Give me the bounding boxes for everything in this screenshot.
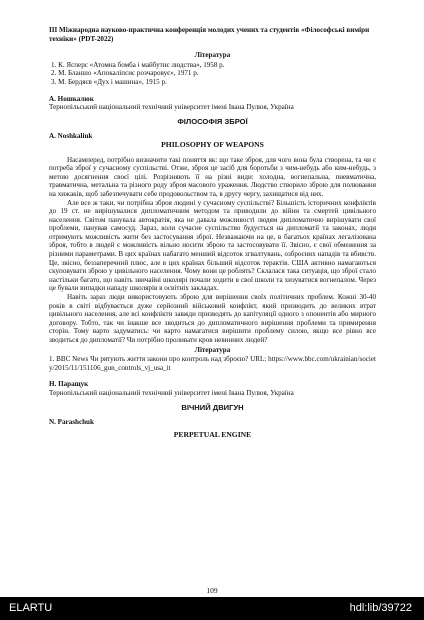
article-title-en: PERPETUAL ENGINE <box>173 429 252 439</box>
body-paragraph: Але все ж таки, чи потрібна зброя людині у сучасному суспільстві? Більшість історичних конфліктів до 19 ст. не вирішувалися дипломатичним методом та приводили до війни та смертей цивільного населення. Світом панувала автократія, яка не давала можливості людям дипломатично вирішувати свої проблеми, панував самосуд. Зараз, коли сучасне суспільство будується на дипломатії та законах, люди отримують можливість жити без застосування зброї. Незважаючи на це, в багатьох країнах легалізована зброя, тобто в людей є можливість вільно носити зброю та застосовувати її. Звісно, є свої обмеження за різними параметрами. В цих країнах набагато менший відсоток згвалтувань, озброєних нападів та вбивств. Це, звісно, беззаперечний плюс, але в цих країнах більший відсоток терактів. США активно намагаються скуповувати зброю у цивільного населення. Чому вони це роблять? Склалася така ситуація, що зброї стало настільки багато, що навіть звичайні школярі почали ходити в свої школи та хизуватися вогнепалом. Через це бували випадки нападу школярів в освітніх закладах. <box>49 198 376 293</box>
author-affiliation: Тернопільський національний технічний університет імені Івана Пулюя, Україна <box>49 388 294 397</box>
page-content <box>49 26 376 445</box>
page-number: 109 <box>206 586 218 595</box>
references-list <box>49 61 376 87</box>
handle-id: hdl:lib/39722 <box>349 602 412 614</box>
author-affiliation: Тернопільський національний технічний університет імені Івана Пулюя, Україна <box>49 103 294 112</box>
body-paragraph: Насамперед, потрібно визначити такі поняття як: що таке зброя, для чого вона була створена, та чи є потреба зброї у сучасному суспільстві. Отже, зброя це засіб для боротьби з чим-небудь або ким-небудь, з метою досягнення своєї цілі. Розрізняють її на різні види: холодна, вогнепальна, пневматична, травматична, метальна та різного роду зброя масового ураження. Людство створило зброю для полювання на хижаків, щоб забезпечувати себе продовольством та, в другу чергу, захищатися від них. <box>49 155 376 198</box>
reference-item: 3. М. Бердяєв «Дух і машина», 1915 р. <box>51 77 167 86</box>
author-name-en: N. Parashchuk <box>49 418 94 427</box>
author-name-en: A. Noshkaliuk <box>49 132 93 141</box>
article-title-en: PHILOSOPHY OF WEAPONS <box>161 139 264 149</box>
author-name: Н. Паращук <box>49 380 89 389</box>
references-title: Література <box>194 51 231 60</box>
author-name: А. Ношкалюк <box>49 94 94 103</box>
repository-name: ELARTU <box>9 602 53 614</box>
body-paragraph: Навіть зараз люди використовують зброю для вирішення своїх політичних проблем. Кожні 30-40 років в світі відбувається дуже серйозний військовий конфлікт, який призводить до великих втрат цивільного населення, але всі конфлікти завжди призводять до капітуляції одного з опонентів або мирного договору. Тобто, так чи інакше все зводиться до дипломатичного вирішення проблеми та примирення сторін. Тому варто задуматись: чи варто намагатися вирішити проблему силою, якщо все рівно все зводиться до дипломатії? Чи потрібно проливати кров невинних людей? <box>49 293 376 344</box>
reference-item: 2. М. Бланшо «Апокаліпсис розчаровує», 1971 р. <box>51 69 199 78</box>
article-title-ua: ФІЛОСОФІЯ ЗБРОЇ <box>177 116 248 126</box>
footer-bar <box>0 597 424 620</box>
article-title-ua: ВІЧНИЙ ДВИГУН <box>181 402 244 412</box>
references-title: Література <box>194 345 231 354</box>
conference-header: ІІІ Міжнародна науково-практична конференція молодих учених та студентів «Філософські виміри техніки» (PDT-2022) <box>49 26 370 43</box>
reference-item: 1. BBC News Чи рятують життя закони про контроль над зброєю? URL: https://www.bbc.com/ukrainian/society/2015/11/151106_gun_controls_vj_usa_it <box>49 355 376 372</box>
reference-item: 1. К. Ясперс «Атомна бомба і майбутнє людства», 1958 р. <box>51 60 225 69</box>
